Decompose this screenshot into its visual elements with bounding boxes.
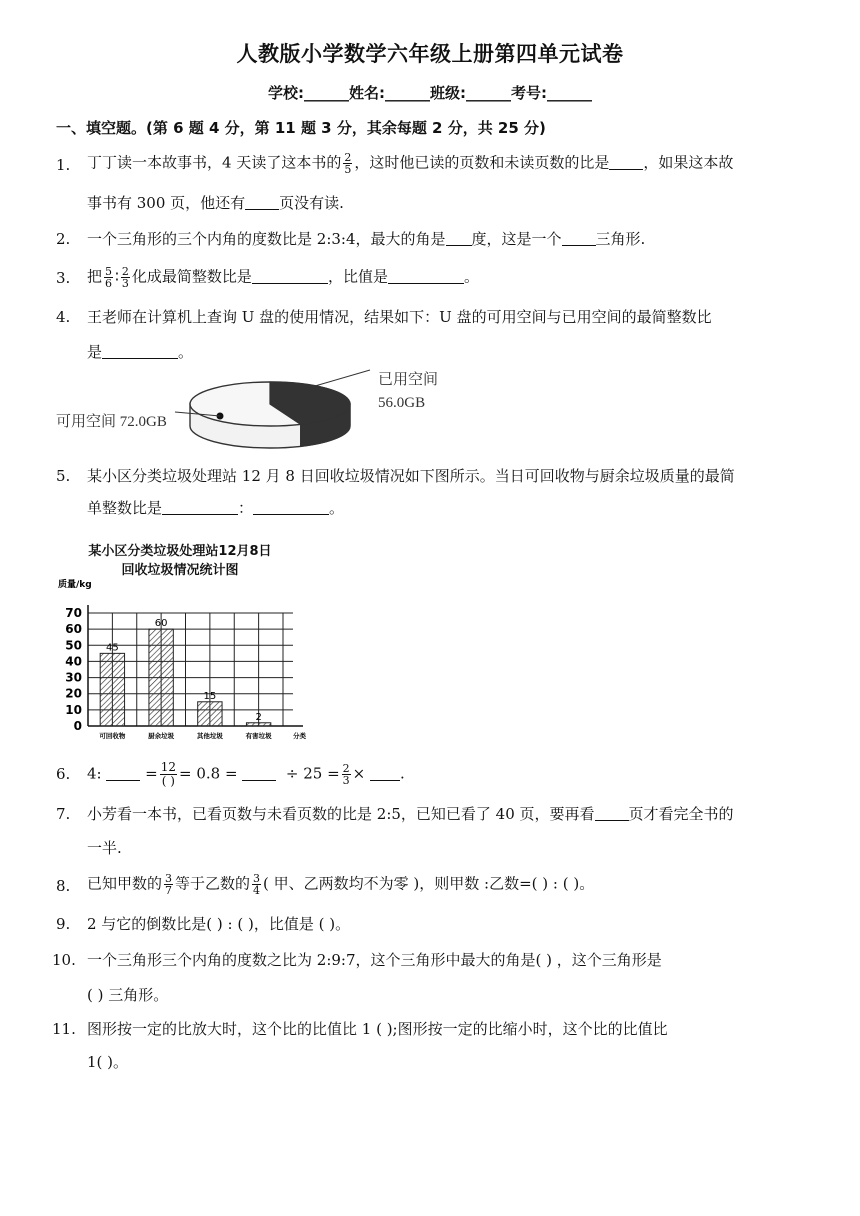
- answer-blank[interactable]: [446, 231, 472, 246]
- question-number: 2.: [56, 230, 71, 248]
- page-title: 人教版小学数学六年级上册第四单元试卷: [236, 42, 624, 66]
- question-number: 1.: [56, 156, 71, 174]
- y-tick-label: 60: [65, 622, 82, 637]
- question-number: 5.: [56, 467, 71, 485]
- bar-value-label: 2: [255, 711, 262, 723]
- used-space-value: 56.0GB: [378, 395, 426, 411]
- answer-blank[interactable]: [252, 269, 328, 284]
- y-tick-label: 50: [65, 638, 82, 653]
- y-tick-label: 0: [73, 719, 82, 733]
- question-4-line-2: 是 。: [87, 343, 194, 361]
- y-tick-label: 40: [65, 654, 82, 669]
- x-axis-label: 分类: [293, 732, 306, 740]
- y-tick-label: 70: [65, 606, 82, 620]
- question-number: 4.: [56, 308, 71, 326]
- question-number: 3.: [56, 269, 71, 287]
- fraction: $\frac{2}{5}$: [344, 151, 352, 176]
- answer-blank[interactable]: [242, 766, 276, 781]
- question-number: 9.: [56, 915, 71, 933]
- fraction: $\frac{3}{7}$: [165, 872, 173, 897]
- bar-1: [100, 653, 124, 726]
- bar-2: [149, 629, 173, 726]
- bar-3: [198, 702, 222, 726]
- question-number: 11.: [52, 1020, 76, 1038]
- student-info-line: 学校:______姓名:______班级:______考号:______: [268, 84, 592, 102]
- x-category-label: 其他垃圾: [196, 732, 223, 740]
- used-space-label: 已用空间: [378, 372, 439, 388]
- used-leader-line: [315, 370, 370, 386]
- question-number: 6.: [56, 765, 71, 783]
- x-category-label: 可回收物: [99, 732, 126, 740]
- answer-blank[interactable]: [162, 500, 238, 515]
- answer-blank[interactable]: [102, 344, 178, 359]
- fraction: $\frac{2}{3}$: [342, 762, 350, 787]
- answer-blank[interactable]: [609, 155, 643, 170]
- question-7-line-1: 小芳看一本书，已看页数与未看页数的比是 2:5，已知已看了 40 页，要再看 页才看完全书的: [87, 805, 734, 823]
- bar-value-label: 60: [154, 618, 168, 630]
- answer-blank[interactable]: [370, 766, 400, 781]
- bar-value-label: 45: [106, 642, 119, 654]
- chart-title: 某小区分类垃圾处理站12月8日: [88, 544, 272, 559]
- question-10-line-2: ( ) 三角形。: [87, 986, 169, 1004]
- question-2-text: 一个三角形的三个内角的度数比是 2:3:4，最大的角是 度，这是一个 三角形.: [87, 230, 646, 248]
- question-5-line-2: 单整数比是 ： 。: [87, 499, 345, 517]
- question-6-text: 4: = $\frac{12}{( )}$ = 0.8 = ÷ 25 = $\frac{2}{3}$ × .: [87, 760, 405, 788]
- answer-blank[interactable]: [388, 269, 464, 284]
- free-space-label: 可用空间 72.0GB: [56, 414, 167, 430]
- question-number: 8.: [56, 877, 71, 895]
- fraction: $\frac{3}{4}$: [253, 872, 261, 897]
- answer-blank[interactable]: [595, 806, 629, 821]
- answer-blank[interactable]: [253, 500, 329, 515]
- fraction: $\frac{2}{3}$: [121, 265, 129, 290]
- y-axis-label: 质量/kg: [58, 580, 92, 590]
- question-8-text: 已知甲数的 $\frac{3}{7}$ 等于乙数的 $\frac{3}{4}$ ( 甲、乙两数均不为零 )，则甲数 :乙数=( ) : ( )。: [87, 872, 595, 897]
- x-category-label: 厨余垃圾: [148, 732, 175, 740]
- fraction: $\frac{12}{( )}$: [160, 760, 177, 788]
- chart-subtitle: 回收垃圾情况统计图: [121, 563, 239, 578]
- question-1-line-2: 事书有 300 页，他还有 页没有读.: [87, 194, 344, 212]
- y-tick-label: 30: [65, 670, 82, 685]
- question-3-text: 把 $\frac{5}{6}$ ∶ $\frac{2}{3}$ 化成最简整数比是 ，比值是 。: [87, 265, 479, 290]
- answer-blank[interactable]: [562, 231, 596, 246]
- disk-usage-pie: [165, 364, 375, 456]
- x-category-label: 有害垃圾: [245, 732, 272, 740]
- question-5-line-1: 某小区分类垃圾处理站 12 月 8 日回收垃圾情况如下图所示。当日可回收物与厨余垃圾质量的最简: [87, 467, 735, 485]
- question-4-line-1: 王老师在计算机上查询 U 盘的使用情况，结果如下：U 盘的可用空间与已用空间的最简整数比: [87, 308, 712, 326]
- question-number: 7.: [56, 805, 71, 823]
- fraction: $\frac{5}{6}$: [105, 265, 113, 290]
- question-7-line-2: 一半.: [87, 839, 122, 857]
- question-10-line-1: 一个三角形三个内角的度数之比为 2:9:7，这个三角形中最大的角是( ) ，这个三角形是: [87, 951, 662, 969]
- y-tick-label: 10: [65, 702, 82, 717]
- bar-value-label: 15: [203, 690, 217, 702]
- answer-blank[interactable]: [245, 195, 279, 210]
- question-number: 10.: [52, 951, 76, 969]
- question-11-line-2: 1( )。: [87, 1053, 129, 1071]
- bar-4: [246, 723, 270, 726]
- question-9-text: 2 与它的倒数比是( ) : ( )，比值是 ( )。: [87, 915, 351, 933]
- y-tick-label: 20: [65, 686, 82, 701]
- question-11-line-1: 图形按一定的比放大时，这个比的比值比 1 ( );图形按一定的比缩小时，这个比的比值比: [87, 1020, 668, 1038]
- section-heading: 一、填空题。(第 6 题 4 分，第 11 题 3 分，其余每题 2 分，共 25 分): [56, 119, 546, 137]
- answer-blank[interactable]: [106, 766, 140, 781]
- question-1-line-1: 丁丁读一本故事书，4 天读了这本书的 $\frac{2}{5}$ ，这时他已读的页数和未读页数的比是 ，如果这本故: [87, 151, 734, 176]
- waste-bar-chart: [58, 574, 308, 742]
